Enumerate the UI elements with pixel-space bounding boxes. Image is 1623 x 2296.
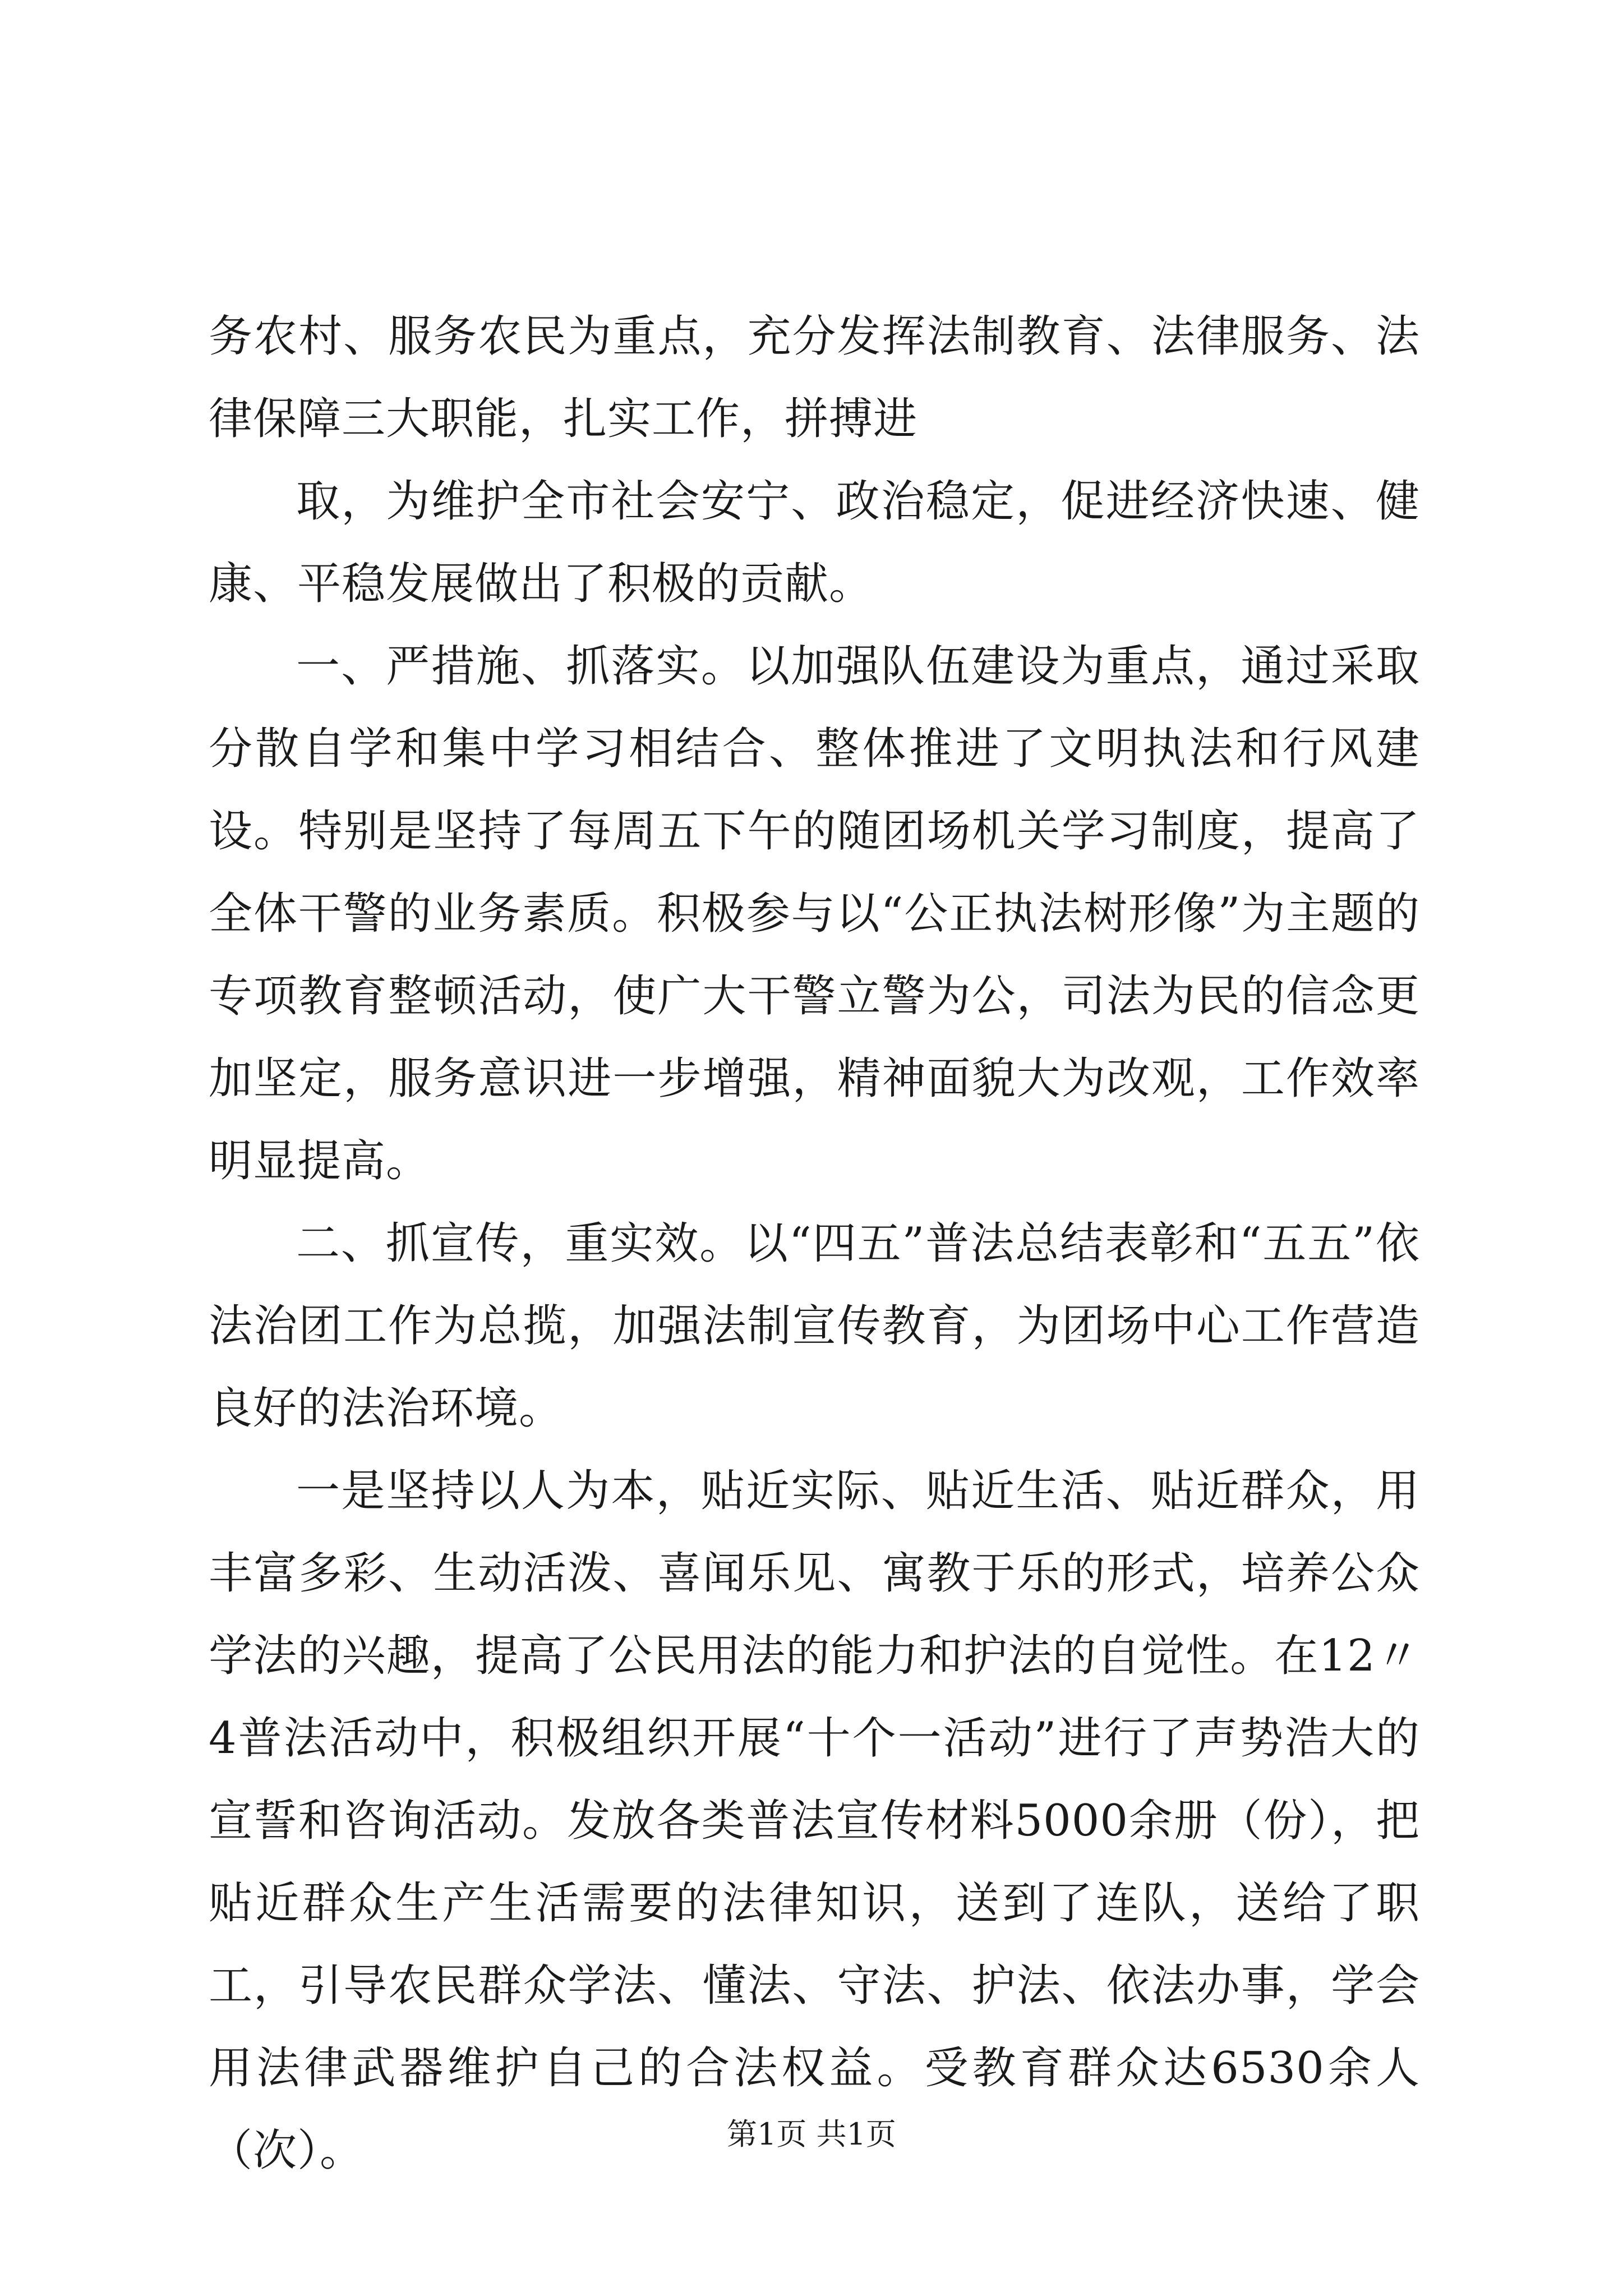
paragraph-section-two: 二、抓宣传，重实效。以“四五”普法总结表彰和“五五”依法治团工作为总揽，加强法制宣传教育，为团场中心工作营造良好的法治环境。 <box>209 1218 1420 1434</box>
paragraph-continuation: 务农村、服务农民为重点，充分发挥法制教育、法律服务、法律保障三大职能，扎实工作，拼搏进 <box>209 311 1420 444</box>
page-number-label: 第1页 共1页 <box>727 2116 896 2152</box>
paragraph-contribution: 取，为维护全市社会安宁、政治稳定，促进经济快速、健康、平稳发展做出了积极的贡献。 <box>209 476 1420 609</box>
paragraph-section-one: 一、严措施、抓落实。以加强队伍建设为重点，通过采取分散自学和集中学习相结合、整体推进了文明执法和行风建设。特别是坚持了每周五下午的随团场机关学习制度，提高了全体干警的业务素质。积极参与以“公正执法树形像”为主题的专项教育整顿活动，使广大干警立警为公，司法为民的信念更加坚定，服务意识进一步增强，精神面貌大为改观，工作效率明显提高。 <box>209 641 1420 1186</box>
page-footer <box>0 2115 1623 2154</box>
body-text <box>209 296 1420 2192</box>
paragraph-point-one: 一是坚持以人为本，贴近实际、贴近生活、贴近群众，用丰富多彩、生动活泼、喜闻乐见、寓教于乐的形式，培养公众学法的兴趣，提高了公民用法的能力和护法的自觉性。在12〃4普法活动中，积极组织开展“十个一活动”进行了声势浩大的宣誓和咨询活动。发放各类普法宣传材料5000余册（份），把贴近群众生产生活需要的法律知识，送到了连队，送给了职工，引导农民群众学法、懂法、守法、护法、依法办事，学会用法律武器维护自己的合法权益。受教育群众达6530余人（次）。 <box>209 1466 1420 2176</box>
